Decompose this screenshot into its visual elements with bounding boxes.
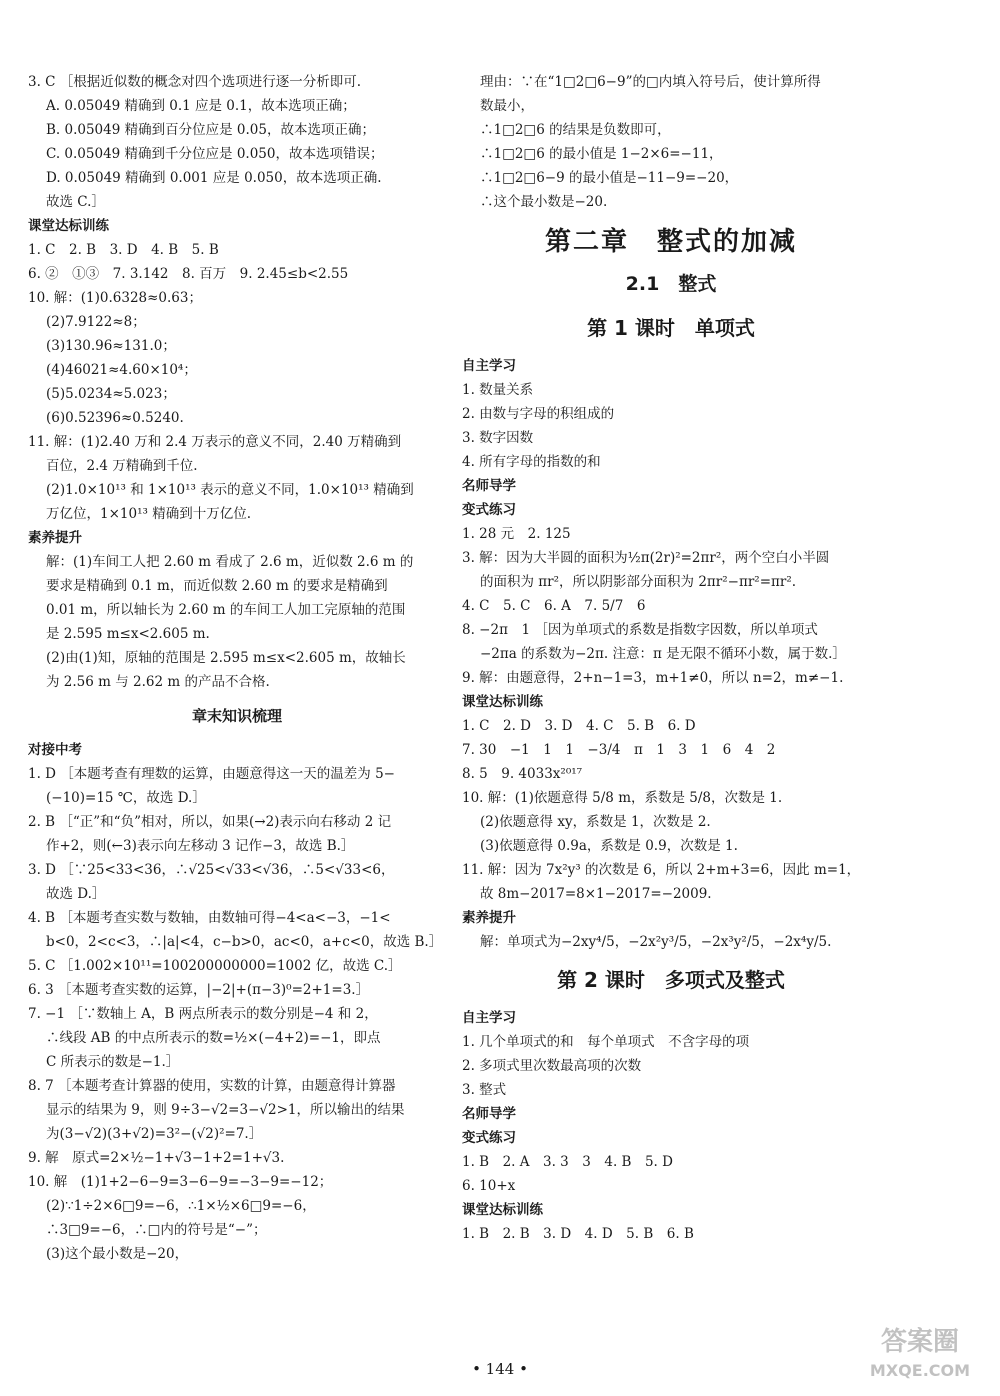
right-line: 11. 解：因为 7x²y³ 的次数是 6，所以 2+m+3=6，因此 m=1，	[462, 862, 861, 878]
right-line: 素养提升	[462, 910, 516, 926]
left-line: 对接中考	[28, 742, 82, 758]
left-line: (2)7.9122≈8；	[46, 314, 146, 330]
left-line: ∴3□9=−6，∴□内的符号是“−”；	[46, 1222, 267, 1238]
right-line: 3. 数字因数	[462, 430, 534, 446]
right-line: 2.1 整式	[625, 273, 717, 295]
right-line: 课堂达标训练	[462, 694, 543, 710]
left-line: 显示的结果为 9，则 9÷3−√2=3−√2>1，所以输出的结果	[46, 1102, 405, 1118]
right-line: 课堂达标训练	[462, 1202, 543, 1218]
right-line: 1. 几个单项式的和 每个单项式 不含字母的项	[462, 1034, 750, 1050]
right-line: 2. 多项式里次数最高项的次数	[462, 1058, 642, 1074]
right-line: 故 8m−2017=8×1−2017=−2009.	[480, 886, 712, 902]
left-line: 故选 D.］	[46, 886, 106, 902]
page-number: • 144 •	[472, 1360, 528, 1378]
left-line: b<0，2<c<3，∴|a|<4，c−b>0，ac<0，a+c<0，故选 B.］	[46, 934, 443, 950]
left-line: 2. B ［“正”和“负”相对，所以，如果(→2)表示向右移动 2 记	[28, 814, 392, 830]
left-line: 4. B ［本题考查实数与数轴，由数轴可得−4<a<−3，−1<	[28, 910, 391, 926]
right-line: 变式练习	[462, 1130, 516, 1146]
left-line: 是 2.595 m≤x<2.605 m.	[46, 626, 210, 642]
left-line: 作+2，则(←3)表示向左移动 3 记作−3，故选 B.］	[46, 838, 355, 854]
left-line: (2)∵1÷2×6□9=−6，∴1×½×6□9=−6，	[46, 1198, 316, 1214]
left-line: 6. 3 ［本题考查实数的运算，|−2|+(π−3)⁰=2+1=3.］	[28, 982, 370, 998]
left-line: C 所表示的数是−1.］	[46, 1054, 180, 1070]
right-line: 1. B 2. B 3. D 4. D 5. B 6. B	[462, 1226, 694, 1242]
right-line: 3. 整式	[462, 1082, 507, 1098]
right-line: 第 1 课时 单项式	[587, 316, 755, 340]
right-line: 10. 解：(1)依题意得 5/8 m，系数是 5/8，次数是 1.	[462, 790, 783, 806]
right-line: ∴这个最小数是−20.	[480, 194, 608, 210]
left-line: 5. C ［1.002×10¹¹=100200000000=1002 亿，故选 C.］	[28, 958, 402, 974]
right-line: (3)依题意得 0.9a，系数是 0.9，次数是 1.	[480, 838, 738, 854]
watermark-line2: MXQE.COM	[869, 1361, 971, 1380]
right-line: 8. 5 9. 4033x²⁰¹⁷	[462, 766, 583, 782]
left-line: 7. −1 ［∵数轴上 A，B 两点所表示的数分别是−4 和 2，	[28, 1006, 378, 1022]
left-line: 为(3−√2)(3+√2)=3²−(√2)²=7.］	[46, 1126, 263, 1142]
right-line: 自主学习	[462, 358, 516, 374]
left-line: 课堂达标训练	[28, 218, 109, 234]
left-line: (2)1.0×10¹³ 和 1×10¹³ 表示的意义不同，1.0×10¹³ 精确到	[46, 482, 414, 498]
left-line: 解：(1)车间工人把 2.60 m 看成了 2.6 m，近似数 2.6 m 的	[46, 554, 414, 570]
right-line: ∴1□2□6 的最小值是 1−2×6=−11，	[480, 146, 723, 162]
left-line: 3. C ［根据近似数的概念对四个选项进行逐一分析即可.	[28, 74, 362, 90]
left-line: 章末知识梳理	[191, 707, 282, 725]
right-line: 自主学习	[462, 1010, 516, 1026]
right-line: 8. −2π 1 ［因为单项式的系数是指数字因数，所以单项式	[462, 622, 818, 638]
right-line: 1. C 2. D 3. D 4. C 5. B 6. D	[462, 718, 696, 734]
left-line: 11. 解：(1)2.40 万和 2.4 万表示的意义不同，2.40 万精确到	[28, 434, 402, 450]
left-line: 万亿位，1×10¹³ 精确到十万亿位.	[46, 506, 251, 522]
right-line: 1. B 2. A 3. 3 3 4. B 5. D	[462, 1154, 673, 1170]
right-line: 第 2 课时 多项式及整式	[557, 968, 785, 992]
left-line: 故选 C.］	[46, 194, 105, 210]
left-line: 6. ② ①③ 7. 3.142 8. 百万 9. 2.45≤b<2.55	[28, 266, 349, 282]
right-line: ∴1□2□6−9 的最小值是−11−9=−20，	[480, 170, 739, 186]
right-line: −2πa 的系数为−2π. 注意：π 是无限不循环小数，属于数.］	[480, 646, 846, 662]
right-line: (2)依题意得 xy，系数是 1，次数是 2.	[480, 814, 711, 830]
left-line: (6)0.52396≈0.5240.	[46, 410, 184, 426]
right-line: 解：单项式为−2xy⁴/5，−2x²y³/5，−2x³y²/5，−2x⁴y/5.	[480, 934, 832, 950]
left-line: 素养提升	[28, 530, 82, 546]
right-line: 6. 10+x	[462, 1178, 516, 1194]
left-column	[28, 70, 446, 1266]
watermark-line1: 答案圈	[880, 1327, 960, 1357]
left-line: (3)130.96≈131.0；	[46, 338, 176, 354]
left-line: 8. 7 ［本题考查计算器的使用，实数的计算，由题意得计算器	[28, 1078, 396, 1094]
right-line: 4. C 5. C 6. A 7. 5/7 6	[462, 598, 646, 614]
left-line: 1. C 2. B 3. D 4. B 5. B	[28, 242, 219, 258]
right-line: 1. 28 元 2. 125	[462, 526, 571, 542]
left-line: C. 0.05049 精确到千分位应是 0.050，故本选项错误；	[46, 146, 384, 162]
right-line: 9. 解：由题意得，2+n−1=3，m+1≠0，所以 n=2，m≠−1.	[462, 670, 844, 686]
left-line: 10. 解：(1)0.6328≈0.63；	[28, 290, 202, 306]
left-line: A. 0.05049 精确到 0.1 应是 0.1，故本选项正确；	[46, 98, 356, 114]
right-line: 理由：∵在“1□2□6−9”的□内填入符号后，使计算所得	[480, 74, 821, 90]
left-line: (4)46021≈4.60×10⁴；	[46, 362, 197, 378]
left-line: D. 0.05049 精确到 0.001 应是 0.050，故本选项正确.	[46, 170, 382, 186]
left-line: 1. D ［本题考查有理数的运算，由题意得这一天的温差为 5−	[28, 766, 395, 782]
left-line: ∴线段 AB 的中点所表示的数=½×(−4+2)=−1，即点	[46, 1030, 381, 1046]
left-line: (5)5.0234≈5.023；	[46, 386, 176, 402]
right-line: 数最小，	[480, 98, 534, 114]
left-line: 为 2.56 m 与 2.62 m 的产品不合格.	[46, 674, 270, 690]
left-line: 百位，2.4 万精确到千位.	[46, 458, 198, 474]
left-line: 3. D ［∵25<33<36，∴√25<√33<√36，∴5<√33<6，	[28, 862, 395, 878]
right-line: 2. 由数与字母的积组成的	[462, 406, 615, 422]
left-line: 要求是精确到 0.1 m，而近似数 2.60 m 的要求是精确到	[46, 578, 388, 594]
left-line: 10. 解 (1)1+2−6−9=3−6−9=−3−9=−12；	[28, 1174, 333, 1190]
right-line: 1. 数量关系	[462, 382, 534, 398]
left-line: B. 0.05049 精确到百分位应是 0.05，故本选项正确；	[46, 122, 375, 138]
right-line: 4. 所有字母的指数的和	[462, 454, 601, 470]
right-column	[462, 70, 880, 1246]
right-line: 第二章 整式的加减	[544, 227, 797, 257]
left-line: (3)这个最小数是−20，	[46, 1246, 189, 1262]
left-line: 9. 解 原式=2×½−1+√3−1+2=1+√3.	[28, 1150, 285, 1166]
left-line: 0.01 m，所以轴长为 2.60 m 的车间工人加工完原轴的范围	[46, 602, 406, 618]
right-line: ∴1□2□6 的结果是负数即可，	[480, 122, 671, 138]
right-line: 的面积为 πr²，所以阴影部分面积为 2πr²−πr²=πr².	[480, 574, 797, 590]
right-line: 变式练习	[462, 502, 516, 518]
left-line: (−10)=15 ℃，故选 D.］	[46, 790, 206, 806]
watermark-logo	[860, 1316, 980, 1386]
right-line: 名师导学	[462, 478, 516, 494]
left-line: (2)由(1)知，原轴的范围是 2.595 m≤x<2.605 m，故轴长	[46, 650, 406, 666]
right-line: 名师导学	[462, 1106, 516, 1122]
right-line: 7. 30 −1 1 1 −3/4 π 1 3 1 6 4 2	[462, 742, 776, 758]
right-line: 3. 解：因为大半圆的面积为½π(2r)²=2πr²，两个空白小半圆	[462, 550, 830, 566]
